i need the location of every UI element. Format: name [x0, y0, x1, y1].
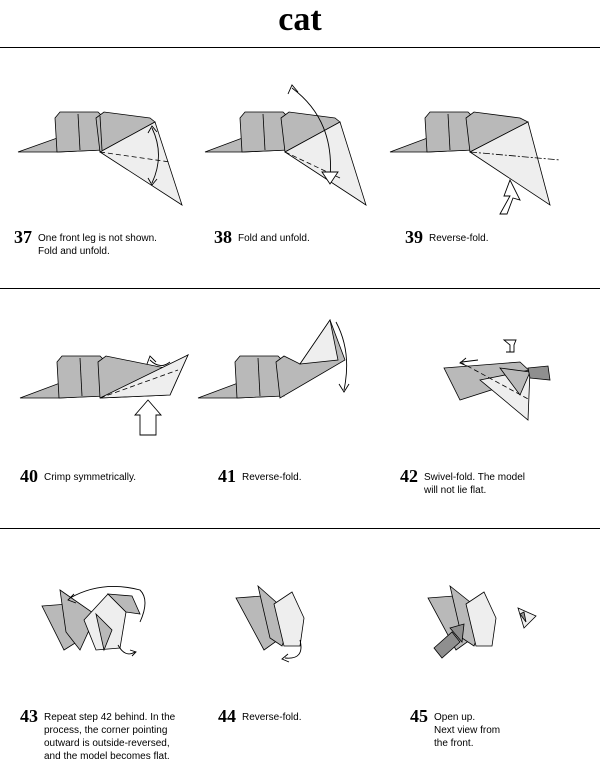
- step-number: 37: [14, 227, 32, 247]
- step-number: 41: [218, 466, 236, 486]
- step-43-diagram: [42, 586, 145, 656]
- step-44: [218, 706, 301, 727]
- step-number: 43: [20, 706, 38, 726]
- step-number: 44: [218, 706, 236, 726]
- step-39-diagram: [390, 112, 560, 214]
- step-text: Reverse-fold.: [242, 472, 302, 483]
- step-43: [20, 706, 175, 763]
- step-44-diagram: [236, 586, 304, 662]
- step-37-diagram: [18, 112, 182, 205]
- step-text: Crimp symmetrically.: [44, 472, 137, 483]
- step-text: Swivel-fold. The model will not lie flat.: [424, 472, 525, 496]
- step-45: [410, 706, 500, 750]
- step-number: 39: [405, 227, 423, 247]
- step-38-diagram: [205, 85, 366, 205]
- step-37: [14, 227, 157, 258]
- step-39: [405, 227, 488, 248]
- page-title: cat: [278, 1, 322, 38]
- step-text: Repeat step 42 behind. In the process, the corner pointing outward is outside-reversed, and the model becomes flat.: [44, 712, 176, 762]
- step-38: [214, 227, 310, 248]
- step-42-diagram: [444, 340, 550, 420]
- step-42: [400, 466, 525, 497]
- step-41-diagram: [198, 320, 349, 398]
- step-text: Reverse-fold.: [429, 233, 489, 244]
- step-number: 38: [214, 227, 232, 247]
- step-text: Fold and unfold.: [238, 233, 310, 244]
- step-number: 45: [410, 706, 428, 726]
- step-text: Reverse-fold.: [242, 712, 302, 723]
- step-text: Open up. Next view from the front.: [434, 712, 501, 749]
- step-number: 40: [20, 466, 38, 486]
- step-number: 42: [400, 466, 418, 486]
- step-40: [20, 466, 136, 487]
- step-41: [218, 466, 301, 487]
- step-text: One front leg is not shown. Fold and unfold.: [38, 233, 157, 257]
- step-40-diagram: [20, 355, 188, 435]
- step-45-diagram: [428, 586, 536, 658]
